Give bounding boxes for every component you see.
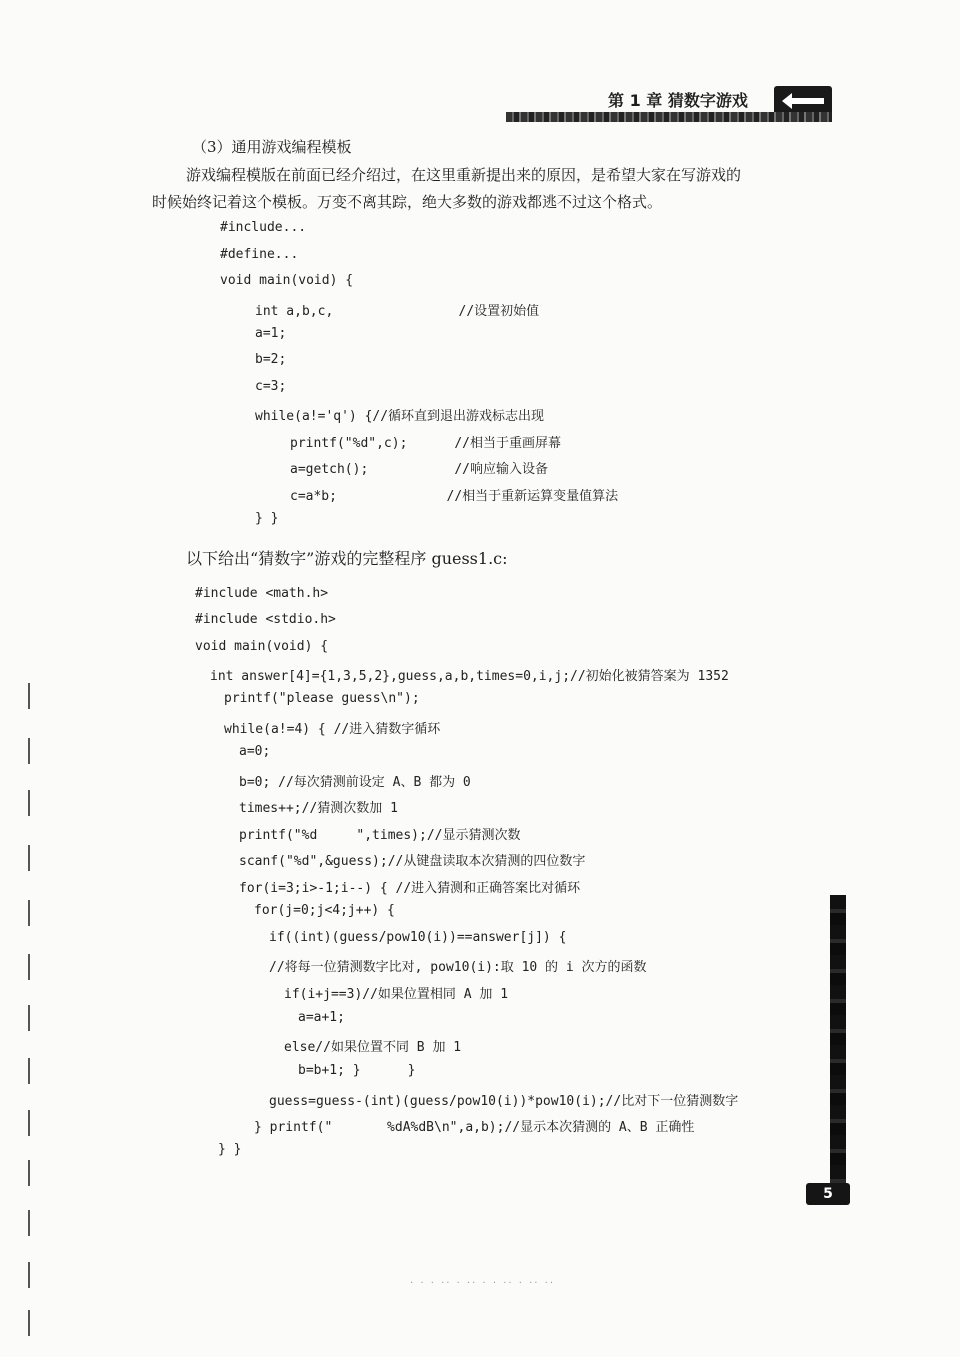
- paragraph-line: 时候始终记着这个模板。万变不离其踪，绝大多数的游戏都逃不过这个格式。: [152, 193, 663, 211]
- code-line: c=a*b; //相当于重新运算变量值算法: [290, 489, 619, 504]
- code-line: } }: [255, 511, 279, 526]
- code-line: #define...: [220, 247, 299, 262]
- code-line: #include <math.h>: [195, 586, 329, 601]
- code-line: else//如果位置不同 B 加 1: [284, 1040, 462, 1055]
- chapter-title: 第 1 章 猜数字游戏: [608, 91, 748, 110]
- code-line: c=3;: [255, 379, 287, 394]
- code-line: for(j=0;j<4;j++) {: [254, 903, 395, 918]
- code-line: b=2;: [255, 352, 287, 367]
- code-line: if((int)(guess/pow10(i))==answer[j]) {: [269, 930, 567, 945]
- code-line: if(i+j==3)//如果位置相同 A 加 1: [284, 987, 509, 1002]
- code-line: int a,b,c, //设置初始值: [255, 304, 540, 319]
- code-line: while(a!=4) { //进入猜数字循环: [224, 722, 441, 737]
- code-line: #include <stdio.h>: [195, 612, 336, 627]
- code-line: scanf("%d",&guess);//从键盘读取本次猜测的四位数字: [239, 854, 586, 869]
- program-intro: 以下给出“猜数字”游戏的完整程序 guess1.c:: [186, 549, 508, 568]
- paragraph-line: 游戏编程模版在前面已经介绍过，在这里重新提出来的原因，是希望大家在写游戏的: [186, 166, 742, 184]
- side-thumb-tab: [830, 895, 846, 1195]
- code-line: printf("%d ",times);//显示猜测次数: [239, 828, 521, 843]
- page-number: 5: [806, 1183, 850, 1205]
- code-line: } printf(" %dA%dB\n",a,b);//显示本次猜测的 A、B 正确性: [254, 1120, 695, 1135]
- code-line: } }: [218, 1142, 242, 1157]
- code-line: void main(void) {: [220, 273, 354, 288]
- code-line: //将每一位猜测数字比对, pow10(i):取 10 的 i 次方的函数: [269, 960, 647, 975]
- code-line: a=a+1;: [298, 1010, 345, 1025]
- code-line: a=1;: [255, 326, 287, 341]
- code-line: b=0; //每次猜测前设定 A、B 都为 0: [239, 775, 471, 790]
- left-arrow-icon: [782, 92, 826, 110]
- code-line: a=getch(); //响应输入设备: [290, 462, 549, 477]
- code-line: times++;//猜测次数加 1: [239, 801, 398, 816]
- code-line: printf("please guess\n");: [224, 691, 420, 706]
- code-line: void main(void) {: [195, 639, 329, 654]
- code-line: for(i=3;i>-1;i--) { //进入猜测和正确答案比对循环: [239, 881, 581, 896]
- code-line: a=0;: [239, 744, 271, 759]
- code-line: while(a!='q') {//循环直到退出游戏标志出现: [255, 409, 545, 424]
- code-line: printf("%d",c); //相当于重画屏幕: [290, 436, 562, 451]
- scan-margin-marks: [28, 0, 32, 1357]
- code-line: guess=guess-(int)(guess/pow10(i))*pow10(i);//比对下一位猜测数字: [269, 1094, 739, 1109]
- code-line: int answer[4]={1,3,5,2},guess,a,b,times=0,i,j;//初始化被猜答案为 1352: [210, 669, 729, 684]
- footer-scan-noise: · · · ·· · ·· · · ·· · ·· ··: [410, 1278, 556, 1289]
- code-line: #include...: [220, 220, 307, 235]
- section-heading: （3）通用游戏编程模板: [192, 138, 352, 156]
- header-decorative-bar: [506, 112, 832, 122]
- code-line: b=b+1; } }: [298, 1063, 416, 1078]
